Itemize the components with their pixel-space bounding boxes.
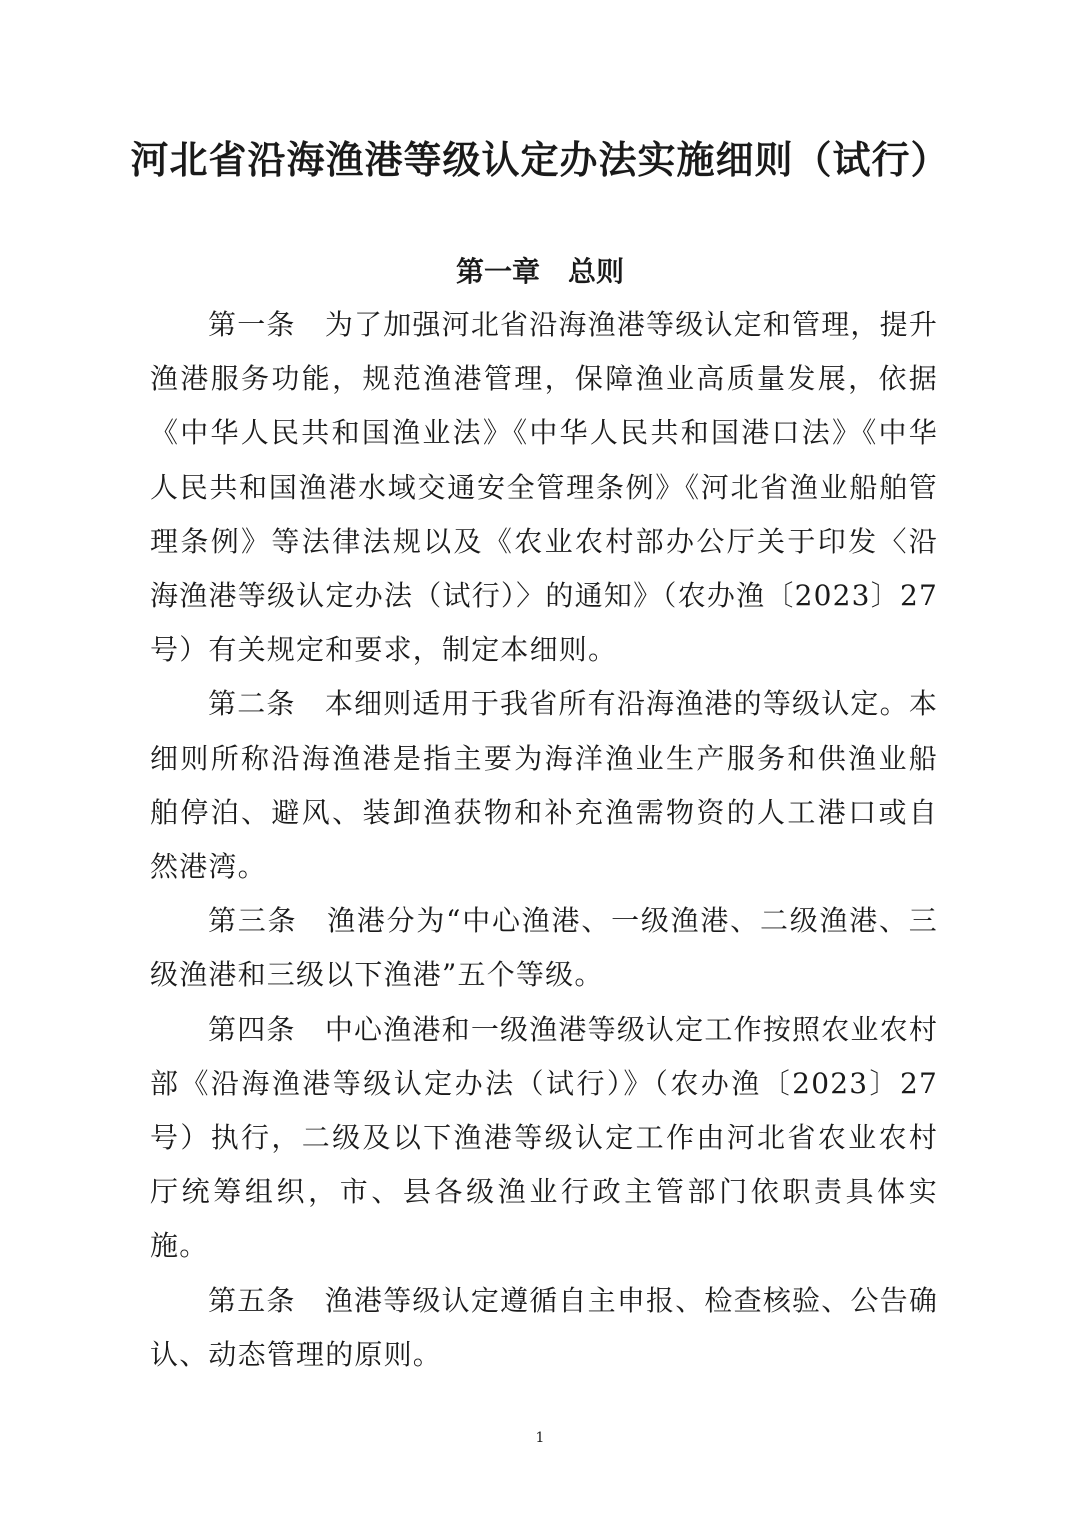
article-4 (150, 1003, 938, 1274)
document-body (150, 298, 938, 1382)
article-number: 第五条 (208, 1283, 296, 1317)
article-text: 渔港分为“中心渔港、一级渔港、二级渔港、三级渔港和三级以下渔港”五个等级。 (150, 904, 938, 992)
article-number: 第四条 (208, 1012, 296, 1046)
article-3 (150, 894, 938, 1002)
document-title: 河北省沿海渔港等级认定办法实施细则（试行） (130, 138, 950, 182)
article-text: 中心渔港和一级渔港等级认定工作按照农业农村部《沿海渔港等级认定办法（试行）》（农办渔〔2023〕27号）执行，二级及以下渔港等级认定工作由河北省农业农村厅统筹组织，市、县各级渔业行政主管部门依职责具体实施。 (150, 1012, 939, 1263)
article-1 (150, 298, 938, 677)
article-text: 本细则适用于我省所有沿海渔港的等级认定。本细则所称沿海渔港是指主要为海洋渔业生产服务和供渔业船舶停泊、避风、装卸渔获物和补充渔需物资的人工港口或自然港湾。 (150, 687, 939, 884)
article-number: 第二条 (208, 687, 296, 721)
chapter-title: 第一章 总则 (455, 255, 624, 288)
article-text: 为了加强河北省沿海渔港等级认定和管理，提升渔港服务功能，规范渔港管理，保障渔业高质量发展，依据《中华人民共和国渔业法》《中华人民共和国港口法》《中华人民共和国渔港水域交通安全管理条例》《河北省渔业船舶管理条例》等法律法规以及《农业农村部办公厅关于印发〈沿海渔港等级认定办法（试行）〉的通知》（农办渔〔2023〕27号）有关规定和要求，制定本细则。 (150, 308, 939, 667)
page-number: 1 (535, 1430, 545, 1446)
article-number: 第三条 (208, 904, 298, 938)
article-2 (150, 677, 938, 894)
article-text: 渔港等级认定遵循自主申报、检查核验、公告确认、动态管理的原则。 (150, 1283, 939, 1371)
article-5 (150, 1274, 938, 1382)
article-number: 第一条 (208, 308, 296, 341)
